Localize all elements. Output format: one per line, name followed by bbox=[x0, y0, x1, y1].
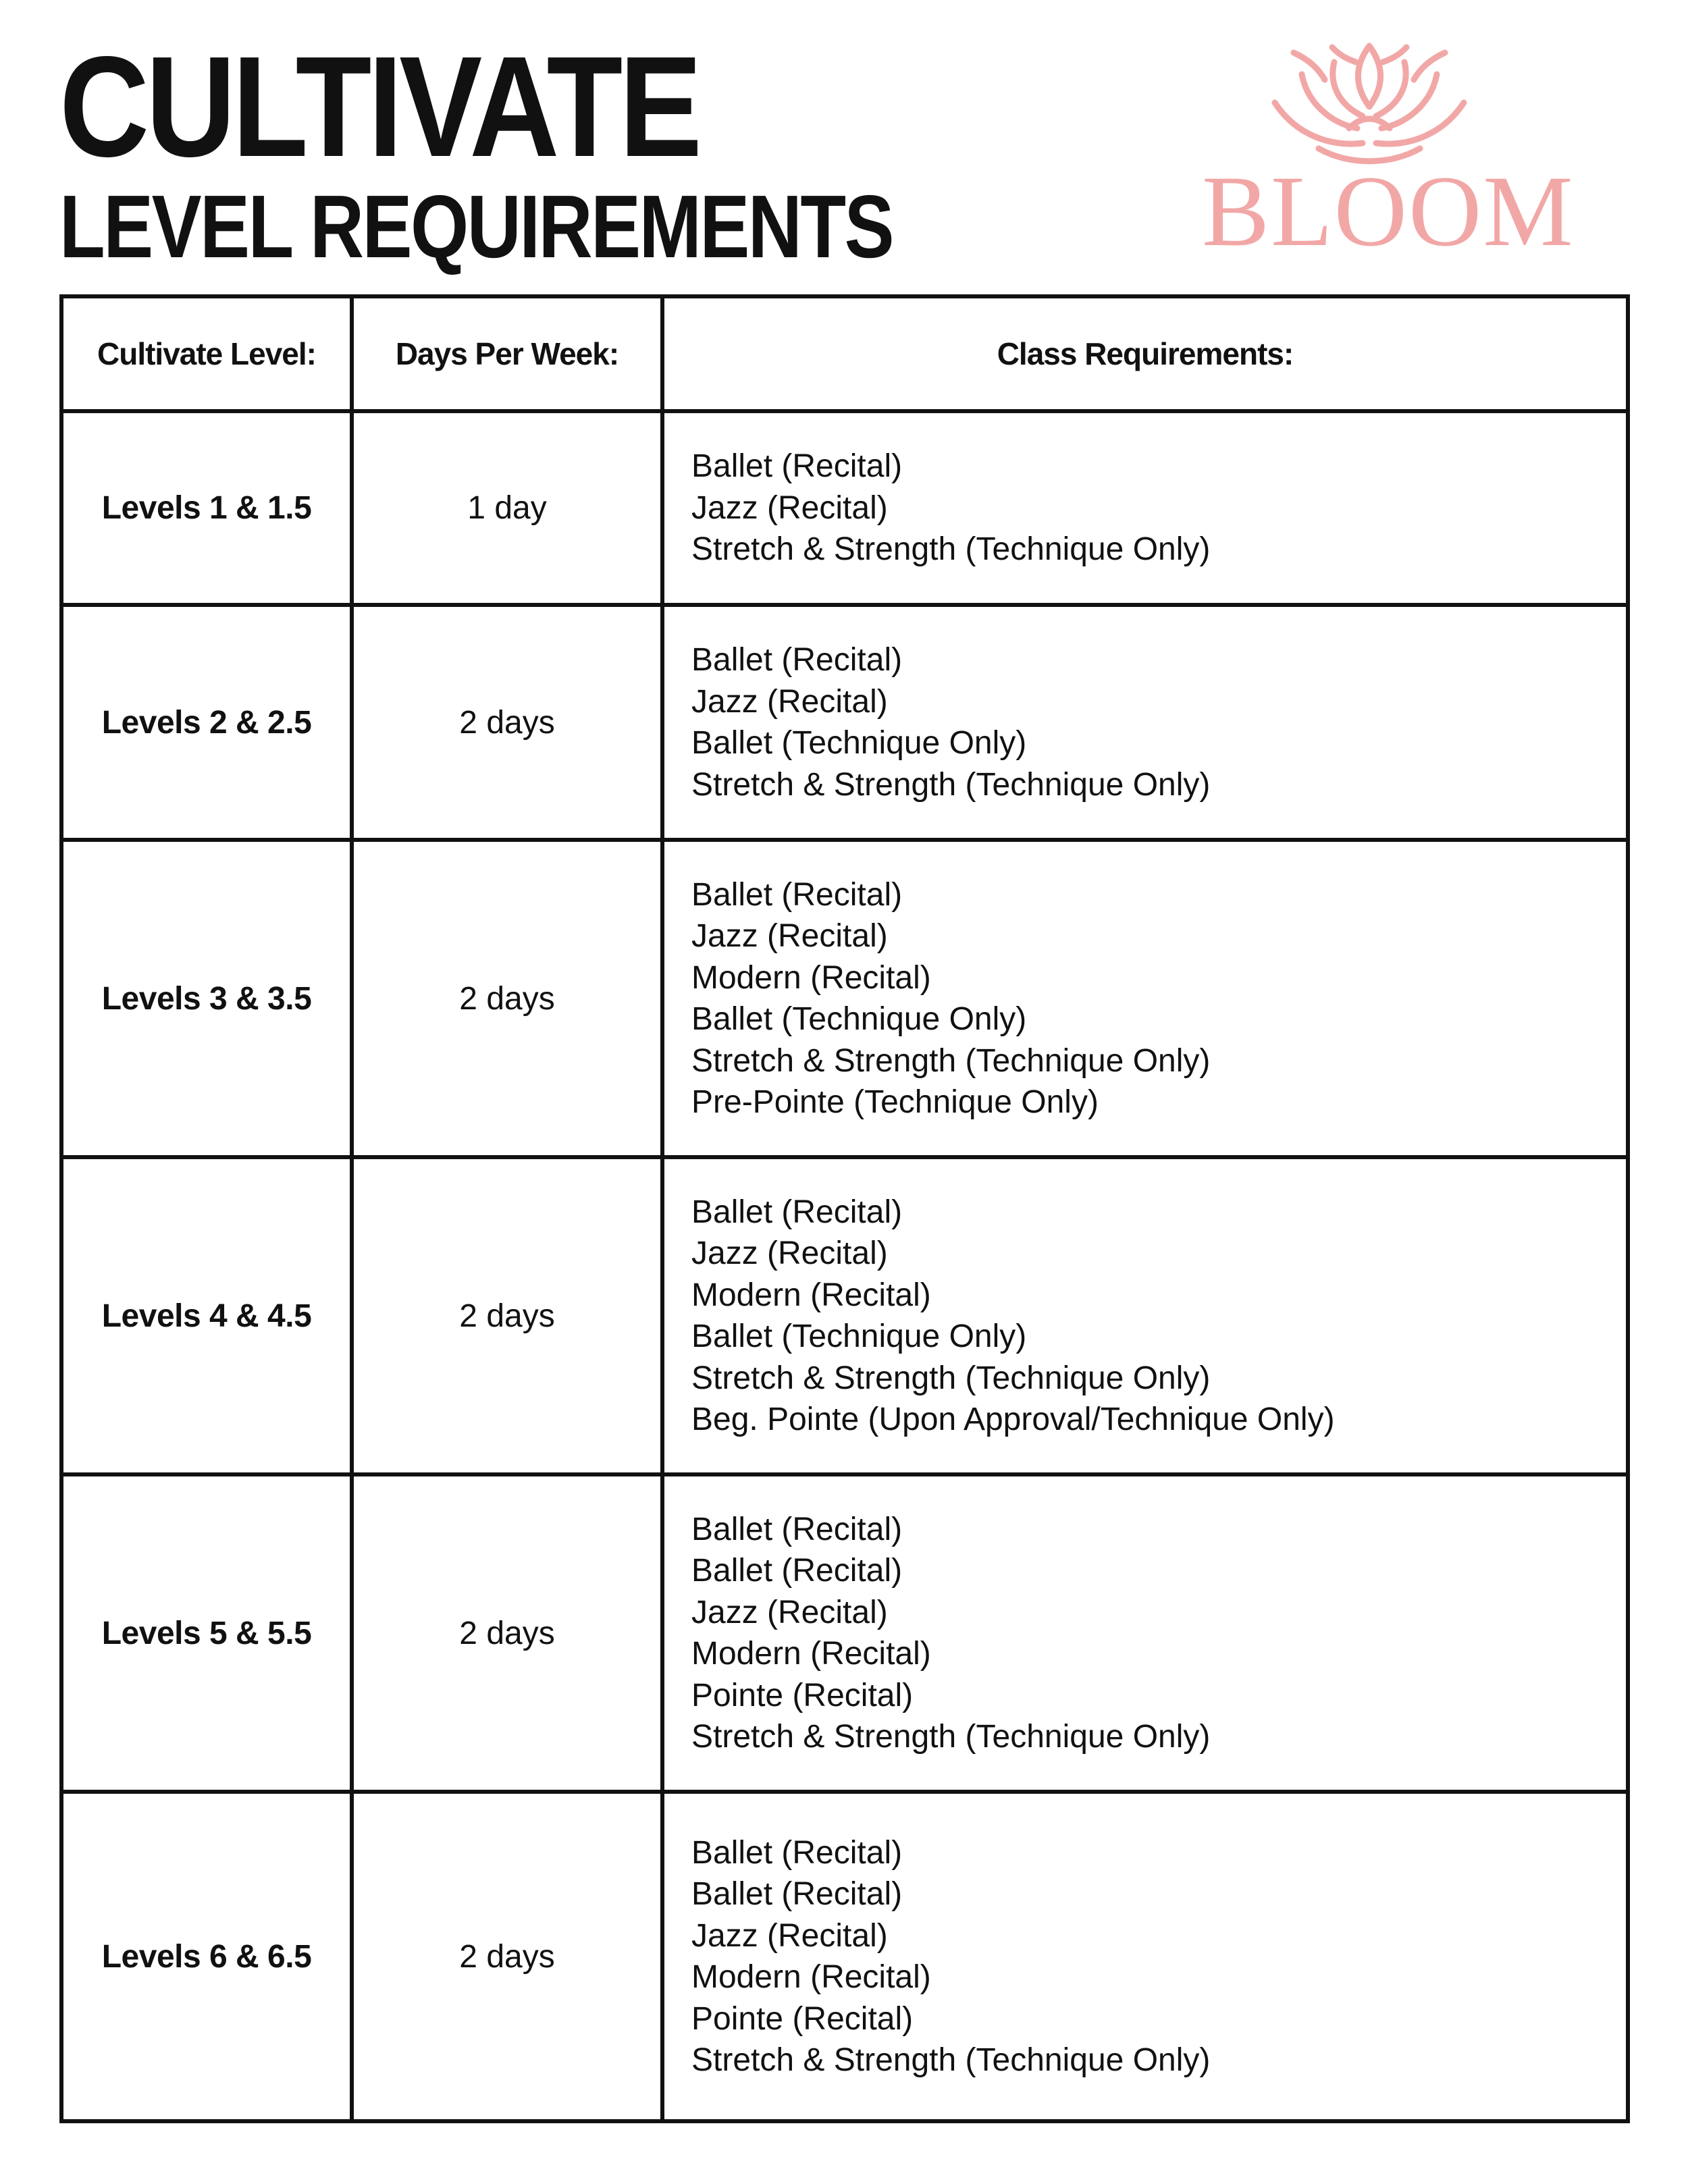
level-cell: Levels 3 & 3.5 bbox=[61, 840, 352, 1157]
level-cell: Levels 1 & 1.5 bbox=[61, 411, 352, 605]
class-requirement-item: Beg. Pointe (Upon Approval/Technique Only) bbox=[691, 1402, 1335, 1437]
bloom-logo bbox=[1202, 27, 1575, 267]
lotus-icon bbox=[1255, 27, 1484, 169]
column-header-requirements: Class Requirements: bbox=[662, 296, 1628, 411]
title-block bbox=[59, 26, 1051, 276]
level-cell: Levels 5 & 5.5 bbox=[61, 1474, 352, 1792]
days-cell: 2 days bbox=[352, 840, 662, 1157]
class-requirement-item: Modern (Recital) bbox=[691, 1636, 931, 1672]
class-requirement-item: Modern (Recital) bbox=[691, 1277, 931, 1313]
class-requirement-item: Jazz (Recital) bbox=[691, 1594, 888, 1630]
table-row bbox=[61, 1792, 1628, 2121]
days-cell: 1 day bbox=[352, 411, 662, 605]
level-cell: Levels 4 & 4.5 bbox=[61, 1157, 352, 1474]
column-header-level: Cultivate Level: bbox=[61, 296, 352, 411]
class-requirement-item: Jazz (Recital) bbox=[691, 683, 888, 720]
table-row bbox=[61, 605, 1628, 840]
class-requirements-cell bbox=[662, 1474, 1628, 1792]
class-requirement-item: Stretch & Strength (Technique Only) bbox=[691, 1360, 1211, 1396]
class-requirement-item: Stretch & Strength (Technique Only) bbox=[691, 2042, 1211, 2078]
class-requirement-item: Stretch & Strength (Technique Only) bbox=[691, 766, 1211, 803]
class-requirement-item: Jazz (Recital) bbox=[691, 489, 888, 526]
class-requirement-item: Stretch & Strength (Technique Only) bbox=[691, 1719, 1211, 1755]
class-requirements-cell bbox=[662, 605, 1628, 840]
class-requirement-item: Ballet (Recital) bbox=[691, 1511, 903, 1547]
class-requirement-item: Pointe (Recital) bbox=[691, 1677, 914, 1713]
column-header-days: Days Per Week: bbox=[352, 296, 662, 411]
class-requirement-item: Modern (Recital) bbox=[691, 959, 931, 996]
class-requirement-item: Jazz (Recital) bbox=[691, 918, 888, 954]
class-requirement-item: Ballet (Recital) bbox=[691, 876, 903, 913]
table-row bbox=[61, 840, 1628, 1157]
class-requirement-item: Jazz (Recital) bbox=[691, 1235, 888, 1271]
table-row bbox=[61, 1157, 1628, 1474]
class-requirement-item: Ballet (Technique Only) bbox=[691, 725, 1027, 761]
class-requirement-item: Jazz (Recital) bbox=[691, 1917, 888, 1954]
class-requirement-item: Ballet (Recital) bbox=[691, 1194, 903, 1230]
class-requirement-item: Stretch & Strength (Technique Only) bbox=[691, 1042, 1211, 1079]
table-header-row bbox=[61, 296, 1628, 411]
days-cell: 2 days bbox=[352, 605, 662, 840]
days-cell: 2 days bbox=[352, 1474, 662, 1792]
logo-wordmark: BLOOM bbox=[1202, 155, 1575, 267]
days-cell: 2 days bbox=[352, 1792, 662, 2121]
class-requirement-item: Ballet (Recital) bbox=[691, 1876, 903, 1912]
class-requirement-item: Pre-Pointe (Technique Only) bbox=[691, 1084, 1099, 1120]
table-body bbox=[61, 411, 1628, 2121]
class-requirement-item: Ballet (Recital) bbox=[691, 1834, 903, 1871]
table-row bbox=[61, 1474, 1628, 1792]
class-requirements-cell bbox=[662, 840, 1628, 1157]
class-requirements-cell bbox=[662, 411, 1628, 605]
level-requirements-table bbox=[59, 294, 1630, 2123]
class-requirement-item: Modern (Recital) bbox=[691, 1959, 931, 1995]
level-cell: Levels 6 & 6.5 bbox=[61, 1792, 352, 2121]
days-cell: 2 days bbox=[352, 1157, 662, 1474]
class-requirements-cell bbox=[662, 1792, 1628, 2121]
page-title: CULTIVATE bbox=[59, 26, 699, 186]
class-requirement-item: Stretch & Strength (Technique Only) bbox=[691, 531, 1211, 568]
page-subtitle: LEVEL REQUIREMENTS bbox=[59, 177, 893, 276]
level-cell: Levels 2 & 2.5 bbox=[61, 605, 352, 840]
class-requirement-item: Pointe (Recital) bbox=[691, 2000, 914, 2037]
class-requirement-item: Ballet (Technique Only) bbox=[691, 1001, 1027, 1037]
class-requirement-item: Ballet (Recital) bbox=[691, 448, 903, 485]
class-requirements-cell bbox=[662, 1157, 1628, 1474]
class-requirement-item: Ballet (Technique Only) bbox=[691, 1319, 1027, 1354]
table-row bbox=[61, 411, 1628, 605]
class-requirement-item: Ballet (Recital) bbox=[691, 642, 903, 678]
class-requirement-item: Ballet (Recital) bbox=[691, 1553, 903, 1589]
